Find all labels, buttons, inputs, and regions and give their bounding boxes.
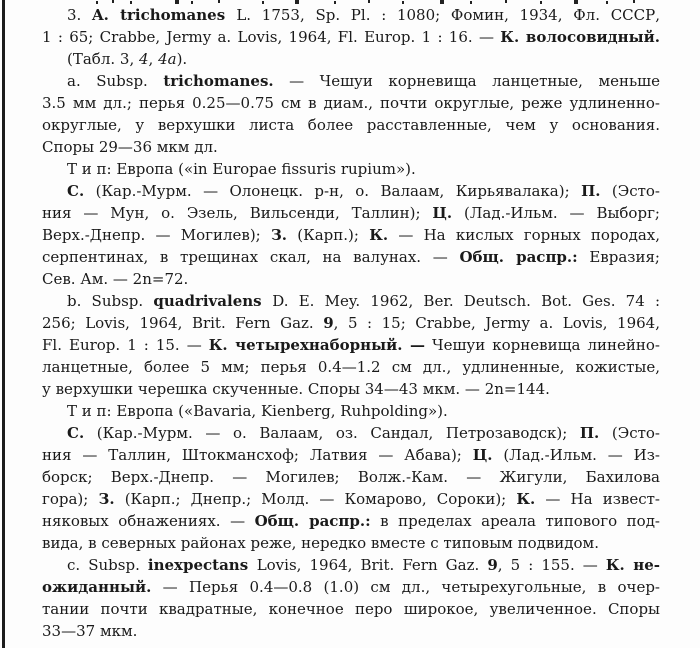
- text-run: — Перья 0.4—0.8 (1.0) см дл., четырехугольные, в очер-: [151, 578, 660, 596]
- text-run: З.: [98, 490, 115, 508]
- text-run: С.: [67, 424, 85, 442]
- text-run: Ц.: [432, 204, 453, 222]
- text-block: [42, 4, 660, 642]
- text-run: 1 : 65; Crabbe, Jermy a. Lovis, 1964, Fl. Europ. 1 : 16. —: [42, 28, 501, 46]
- text-run: ожиданный.: [42, 578, 152, 596]
- text-run: П.: [579, 424, 600, 442]
- text-line: [42, 356, 660, 378]
- text-run: c. Subsp.: [67, 556, 148, 574]
- text-run: 9: [323, 314, 334, 332]
- text-line: [42, 26, 660, 48]
- text-run: trichomanes.: [163, 72, 274, 90]
- text-run: — На кислых горных породах,: [388, 226, 660, 244]
- text-run: няковых обнажениях. —: [42, 512, 255, 530]
- text-run: ланцетные, более 5 мм; перья 0.4—1.2 см дл., удлиненные, кожистые,: [42, 358, 660, 376]
- text-run: Т и п: Европа («Bavaria, Kienberg, Ruhpolding»).: [67, 402, 448, 420]
- text-run: в пределах ареала типового под-: [370, 512, 660, 530]
- text-line: [42, 4, 660, 26]
- text-run: 4a: [158, 50, 177, 68]
- text-line: [42, 444, 660, 466]
- text-run: Сев. Ам. — 2n=72.: [42, 270, 189, 288]
- text-run: борск; Верх.-Днепр. — Могилев; Волж.-Кам. — Жигули, Бахилова: [42, 468, 660, 486]
- text-run: гора);: [42, 490, 99, 508]
- text-run: — Чешуи корневища ланцетные, меньше: [273, 72, 660, 90]
- text-run: у верхушки черешка скученные. Споры 34—43 мкм. — 2n=144.: [42, 380, 550, 398]
- text-run: (Лад.-Ильм. — Выборг;: [452, 204, 660, 222]
- text-run: quadrivalens: [153, 292, 273, 310]
- text-run: К.: [516, 490, 536, 508]
- text-line: [42, 488, 660, 510]
- text-run: Ц.: [472, 446, 493, 464]
- text-run: К. не-: [605, 556, 660, 574]
- text-line: [42, 312, 660, 334]
- text-run: , 5 : 155. —: [497, 556, 606, 574]
- text-run: L. 1753, Sp. Pl. : 1080; Фомин, 1934, Фл. СССР,: [236, 6, 660, 24]
- text-run: Споры 29—36 мкм дл.: [42, 138, 218, 156]
- text-run: Евразия;: [577, 248, 660, 266]
- text-line: [42, 268, 660, 290]
- text-line: [42, 114, 660, 136]
- text-run: Fl. Europ. 1 : 15. —: [42, 336, 209, 354]
- text-line: [42, 576, 660, 598]
- text-run: Верх.-Днепр. — Могилев);: [42, 226, 271, 244]
- text-run: (Кар.-Мурм. — о. Валаам, оз. Сандал, Петрозаводск);: [84, 424, 580, 442]
- text-run: Чешуи корневища линейно-: [424, 336, 660, 354]
- text-run: b. Subsp.: [67, 292, 154, 310]
- text-run: К. волосовидный.: [500, 28, 660, 46]
- text-run: Общ. распр.:: [254, 512, 371, 530]
- text-run: 3.5 мм дл.; перья 0.25—0.75 см в диам., почти округлые, реже удлиненно-: [42, 94, 660, 112]
- text-line: [42, 378, 660, 400]
- text-line: [42, 290, 660, 312]
- text-line: [42, 466, 660, 488]
- text-line: [42, 158, 660, 180]
- text-line: [42, 532, 660, 554]
- text-line: [42, 92, 660, 114]
- text-run: ).: [176, 50, 188, 68]
- text-run: — На извест-: [535, 490, 660, 508]
- text-run: (Лад.-Ильм. — Из-: [492, 446, 660, 464]
- text-run: ,: [148, 50, 159, 68]
- text-line: [42, 202, 660, 224]
- clipped-previous-line-artifact: [0, 0, 2, 3]
- text-run: A. trichomanes: [92, 6, 237, 24]
- text-run: Общ. распр.:: [459, 248, 578, 266]
- text-line: [42, 48, 660, 70]
- text-run: Lovis, 1964, Brit. Fern Gaz.: [256, 556, 488, 574]
- text-run: (Карп.; Днепр.; Молд. — Комарово, Сороки);: [114, 490, 517, 508]
- text-run: (Кар.-Мурм. — Олонецк. р-н, о. Валаам, Кирьявалака);: [84, 182, 582, 200]
- text-run: К. четырехнаборный. —: [208, 336, 425, 354]
- text-run: ния — Мун, о. Эзель, Вильсенди, Таллин);: [42, 204, 433, 222]
- text-line: [42, 400, 660, 422]
- text-run: 3.: [67, 6, 93, 24]
- text-run: П.: [581, 182, 601, 200]
- text-run: , 5 : 15; Crabbe, Jermy a. Lovis, 1964,: [333, 314, 660, 332]
- text-run: Т и п: Европа («in Europae fissuris rupium»).: [67, 160, 416, 178]
- text-line: [42, 246, 660, 268]
- text-run: округлые, у верхушки листа более расставленные, чем у основания.: [42, 116, 660, 134]
- text-run: З.: [270, 226, 288, 244]
- text-run: К.: [369, 226, 389, 244]
- text-line: [42, 510, 660, 532]
- text-run: вида, в северных районах реже, нередко вместе с типовым подвидом.: [42, 534, 599, 552]
- text-run: D. E. Mey. 1962, Ber. Deutsch. Bot. Ges. 74 :: [272, 292, 660, 310]
- text-line: [42, 334, 660, 356]
- text-run: inexpectans: [147, 556, 257, 574]
- text-run: 256; Lovis, 1964, Brit. Fern Gaz.: [42, 314, 324, 332]
- text-run: 33—37 мкм.: [42, 622, 138, 640]
- text-run: a. Subsp.: [67, 72, 164, 90]
- text-line: [42, 598, 660, 620]
- text-run: 9: [487, 556, 498, 574]
- text-run: (Эсто-: [599, 424, 660, 442]
- text-line: [42, 422, 660, 444]
- text-run: (Табл. 3,: [67, 50, 139, 68]
- text-line: [42, 180, 660, 202]
- text-run: (Карп.);: [287, 226, 370, 244]
- text-run: (Эсто-: [600, 182, 660, 200]
- text-line: [42, 554, 660, 576]
- left-scan-border: [2, 0, 5, 648]
- text-run: тании почти квадратные, конечное перо широкое, увеличенное. Споры: [42, 600, 660, 618]
- text-run: серпентинах, в трещинах скал, на валунах. —: [42, 248, 460, 266]
- text-line: [42, 620, 660, 642]
- text-run: С.: [67, 182, 85, 200]
- text-line: [42, 136, 660, 158]
- text-line: [42, 224, 660, 246]
- text-run: 4: [138, 50, 149, 68]
- text-line: [42, 70, 660, 92]
- text-run: ния — Таллин, Штокмансхоф; Латвия — Абава);: [42, 446, 473, 464]
